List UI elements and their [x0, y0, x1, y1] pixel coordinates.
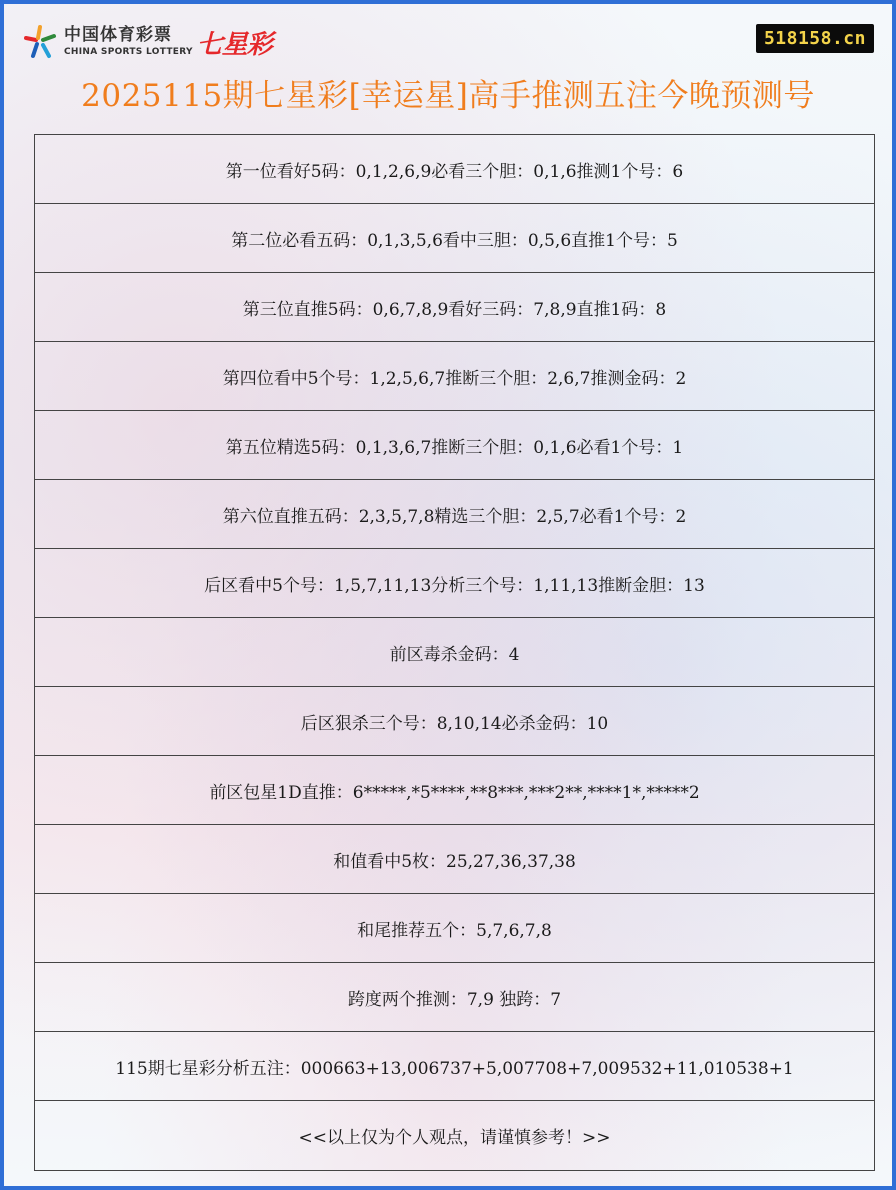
table-row: 跨度两个推测：7,9 独跨：7 — [35, 963, 874, 1032]
logo-en: CHINA SPORTS LOTTERY — [64, 47, 193, 57]
logo-text — [64, 27, 193, 57]
table-row: 第六位直推五码：2,3,5,7,8精选三个胆：2,5,7必看1个号：2 — [35, 480, 874, 549]
table-row: 115期七星彩分析五注：000663+13,006737+5,007708+7,009532+11,010538+1 — [35, 1032, 874, 1101]
table-row: 第三位直推5码：0,6,7,8,9看好三码：7,8,9直推1码：8 — [35, 273, 874, 342]
table-row: 后区看中5个号：1,5,7,11,13分析三个号：1,11,13推断金胆：13 — [35, 549, 874, 618]
prediction-table — [34, 134, 875, 1171]
table-row: 前区包星1D直推：6*****,*5****,**8***,***2**,****1*,*****2 — [35, 756, 874, 825]
disclaimer-row: <<以上仅为个人观点，请谨慎参考！>> — [298, 1128, 611, 1148]
table-row: 后区狠杀三个号：8,10,14必杀金码：10 — [35, 687, 874, 756]
table-row: 前区毒杀金码：4 — [35, 618, 874, 687]
logo-cn: 中国体育彩票 — [64, 25, 172, 45]
lottery-star-icon — [22, 24, 58, 60]
table-row: 第四位看中5个号：1,2,5,6,7推断三个胆：2,6,7推测金码：2 — [35, 342, 874, 411]
table-row: 和值看中5枚：25,27,36,37,38 — [35, 825, 874, 894]
lottery-logo — [22, 22, 272, 62]
page-title: 2025115期七星彩[幸运星]高手推测五注今晚预测号 — [81, 78, 815, 114]
logo-brand: 七星彩 — [196, 29, 272, 60]
table-row: 第一位看好5码：0,1,2,6,9必看三个胆：0,1,6推测1个号：6 — [35, 135, 874, 204]
table-row: 第五位精选5码：0,1,3,6,7推断三个胆：0,1,6必看1个号：1 — [35, 411, 874, 480]
table-row: 和尾推荐五个：5,7,6,7,8 — [35, 894, 874, 963]
site-badge: 518158.cn — [756, 24, 874, 53]
header — [4, 4, 892, 132]
table-row: 第二位必看五码：0,1,3,5,6看中三胆：0,5,6直推1个号：5 — [35, 204, 874, 273]
